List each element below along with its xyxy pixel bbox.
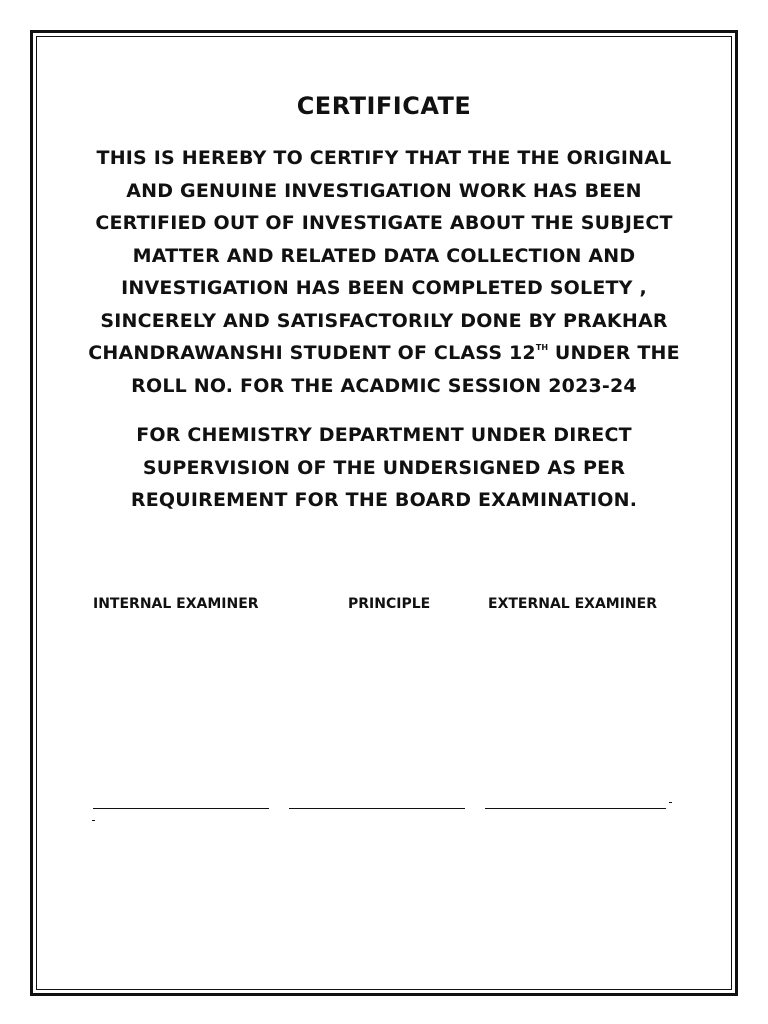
certificate-body-paragraph-1 xyxy=(88,142,680,402)
class-superscript: TH xyxy=(535,343,549,352)
internal-examiner-label: INTERNAL EXAMINER xyxy=(93,596,259,612)
certificate-title: CERTIFICATE xyxy=(296,92,472,120)
principal-signature-line xyxy=(289,808,465,809)
principal-label: PRINCIPLE xyxy=(348,596,431,612)
internal-examiner-signature-line xyxy=(93,808,269,809)
stray-dash-mark xyxy=(669,802,672,803)
external-examiner-signature-line xyxy=(485,808,666,809)
external-examiner-label: EXTERNAL EXAMINER xyxy=(488,596,657,612)
paragraph-1-text-start: THIS IS HEREBY TO CERTIFY THAT THE THE ORIGINAL AND GENUINE INVESTIGATION WORK HAS BEEN CERTIFIED OUT OF INVESTIGATE ABOUT THE SUBJECT MATTER AND RELATED DATA COLLECTION AND INVESTIGATION HAS BEEN COMPLETED SOLETY , SINCERELY AND SATISFACTORILY DONE BY PRAKHAR CHANDRAWANSHI STUDENT OF CLASS 12 xyxy=(88,147,673,364)
stray-dash-mark xyxy=(92,820,95,821)
paragraph-1-text-end: UNDER THE ROLL NO. FOR THE ACADMIC SESSION 2023-24 xyxy=(131,342,680,397)
certificate-body-paragraph-2: FOR CHEMISTRY DEPARTMENT UNDER DIRECT SUPERVISION OF THE UNDERSIGNED AS PER REQUIREMENT FOR THE BOARD EXAMINATION. xyxy=(130,424,638,511)
